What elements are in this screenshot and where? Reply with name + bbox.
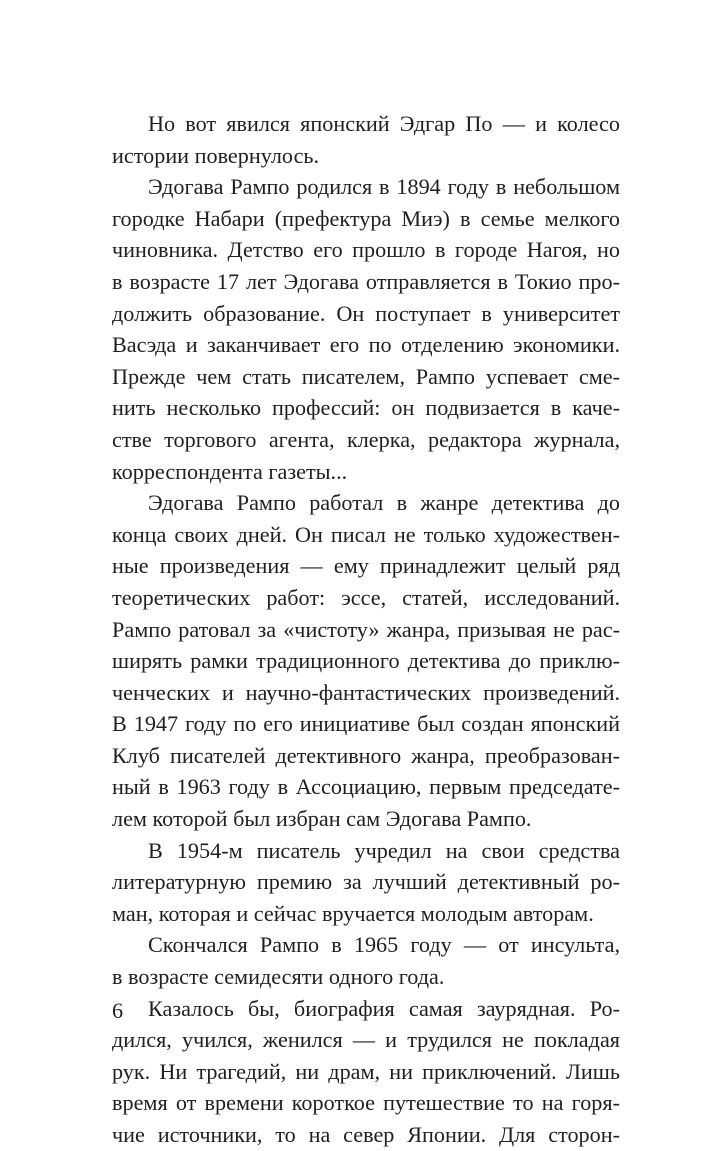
text-line: истории повернулось. [112, 142, 320, 168]
text-line: В 1954-м писатель учредил на свои средства [148, 837, 620, 863]
paragraph-3 [112, 487, 620, 835]
paragraph-2 [112, 171, 620, 487]
text-line: ченческих и научно-фантастических произведений. [112, 679, 620, 705]
text-line: рук. Ни трагедий, ни драм, ни приключений. Лишь [112, 1058, 620, 1084]
text-line: конца своих дней. Он писал не только художествен- [112, 521, 620, 547]
text-line: Рампо ратовал за «чистоту» жанра, призывая не рас- [112, 616, 620, 642]
paragraph-5 [112, 929, 620, 992]
text-line: Васэда и заканчивает его по отделению экономики. [112, 332, 620, 358]
body-text [112, 108, 620, 1151]
paragraph-4 [112, 835, 620, 930]
text-line: ман, которая и сейчас вручается молодым авторам. [112, 900, 594, 926]
text-line: чиновника. Детство его прошло в городе Нагоя, но [112, 237, 620, 263]
text-line: городке Набари (префектура Миэ) в семье мелкого [112, 205, 620, 231]
page-number: 6 [112, 998, 124, 1023]
text-line: ширять рамки традиционного детектива до приклю- [112, 648, 620, 674]
text-line: время от времени короткое путешествие то на горя- [112, 1090, 620, 1116]
text-line: должить образование. Он поступает в университет [112, 300, 620, 326]
text-line: нить несколько профессий: он подвизается в каче- [112, 395, 620, 421]
text-line: Скончался Рампо в 1965 году — от инсульта, [148, 932, 620, 958]
text-line: В 1947 году по его инициативе был создан японский [112, 711, 620, 737]
paragraph-1 [112, 108, 620, 171]
text-line: Клуб писателей детективного жанра, преобразован- [112, 742, 620, 768]
text-line: лем которой был избран сам Эдогава Рампо. [112, 806, 532, 832]
text-line: в возрасте семидесяти одного года. [112, 964, 445, 990]
text-line: стве торгового агента, клерка, редактора журнала, [112, 426, 620, 452]
paragraph-6 [112, 993, 620, 1151]
text-line: в возрасте 17 лет Эдогава отправляется в Токио про- [112, 268, 620, 294]
text-line: дился, учился, женился — и трудился не покладая [112, 1027, 620, 1053]
text-line: теоретических работ: эссе, статей, исследований. [112, 584, 620, 610]
text-line: корреспондента газеты... [112, 458, 348, 484]
text-line: литературную премию за лучший детективный ро- [112, 869, 620, 895]
text-line: чие источники, то на север Японии. Для сторон- [112, 1122, 620, 1147]
text-line: Прежде чем стать писателем, Рампо успевает сме- [112, 363, 620, 389]
text-line: ные произведения — ему принадлежит целый ряд [112, 553, 620, 579]
text-line: Эдогава Рампо работал в жанре детектива до [148, 490, 620, 516]
text-line: Но вот явился японский Эдгар По — и колесо [148, 111, 620, 136]
text-line: Казалось бы, биография самая заурядная. Ро- [148, 995, 620, 1021]
text-line: Эдогава Рампо родился в 1894 году в небольшом [148, 174, 620, 200]
text-line: ный в 1963 году в Ассоциацию, первым председате- [112, 774, 620, 800]
